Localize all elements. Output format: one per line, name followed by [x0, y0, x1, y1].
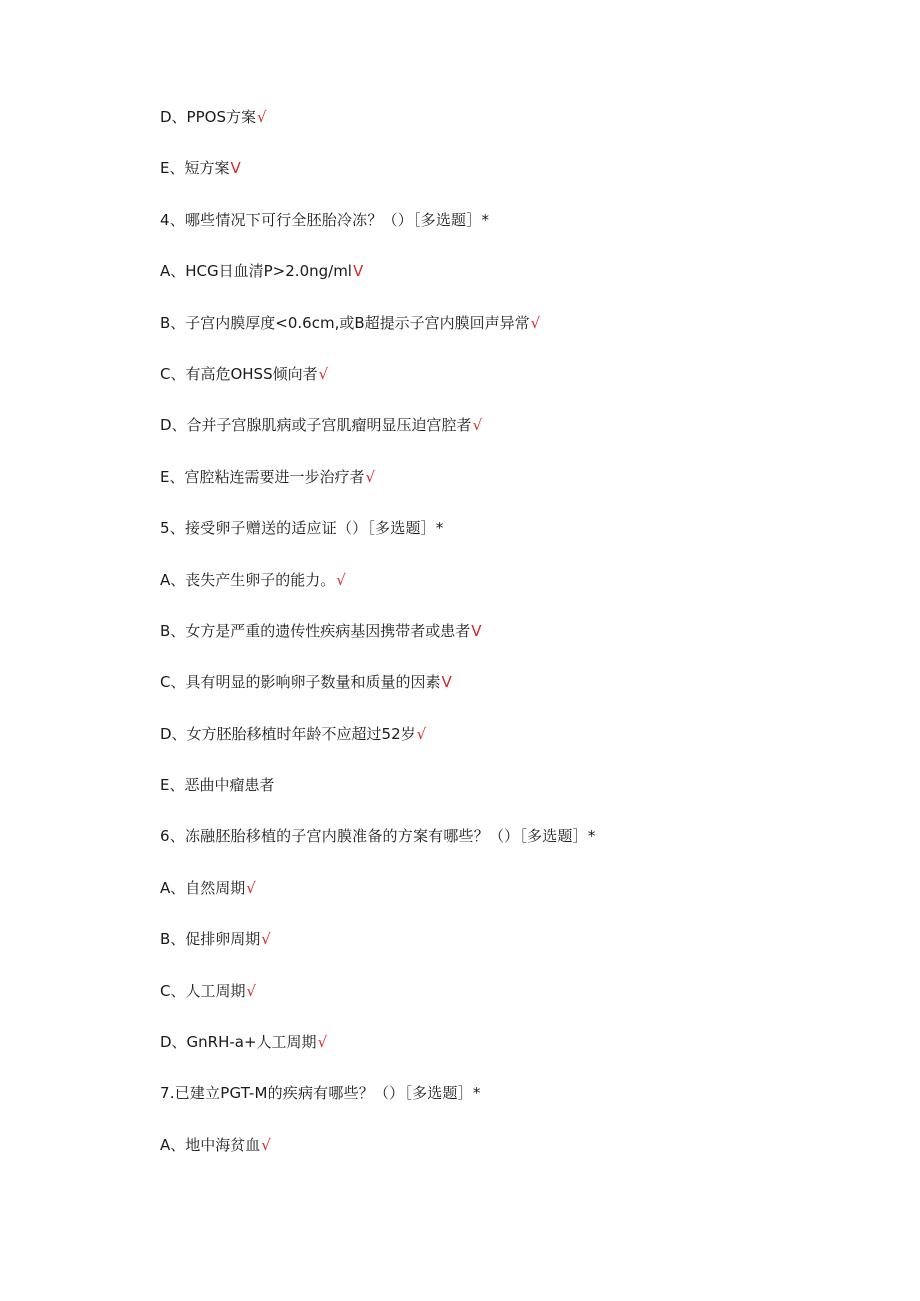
line-text: A、丧失产生卵子的能力。: [160, 570, 336, 589]
option-line: [160, 1132, 860, 1183]
line-text: D、女方胚胎移植时年龄不应超过52岁: [160, 724, 416, 743]
answer-mark: V: [471, 621, 482, 640]
answer-mark: √: [261, 930, 271, 949]
line-text: B、子宫内膜厚度<0.6cm,或B超提示子宫内膜回声异常: [160, 313, 530, 332]
answer-mark: √: [365, 467, 376, 486]
question-text: 6、冻融胚胎移植的子宫内膜准备的方案有哪些？（）［多选题］*: [160, 827, 596, 846]
answer-mark: √: [336, 570, 346, 589]
option-line: [160, 104, 860, 155]
answer-mark: √: [246, 981, 257, 1000]
line-text: A、自然周期: [160, 878, 246, 897]
answer-mark: √: [318, 364, 329, 383]
question-text: 4、哪些情况下可行全胚胎冷冻？（）［多选题］*: [160, 210, 490, 229]
option-line: [160, 464, 860, 515]
answer-mark: √: [256, 108, 267, 126]
question-line: [160, 515, 860, 566]
line-text: A、地中海贫血: [160, 1135, 261, 1154]
line-text: D、合并子宫腺肌病或子宫肌瘤明显压迫宫腔者: [160, 416, 472, 435]
line-text: B、促排卵周期: [160, 930, 261, 949]
line-text: E、宫腔粘连需要进一步治疗者: [160, 467, 365, 486]
option-line: [160, 361, 860, 412]
line-text: A、HCG日血清P>2.0ng/ml: [160, 262, 352, 281]
option-line: [160, 721, 860, 772]
option-line: [160, 875, 860, 926]
question-line: [160, 207, 860, 258]
line-text: C、人工周期: [160, 981, 246, 1000]
option-line: [160, 155, 860, 206]
option-line: [160, 669, 860, 720]
option-line: [160, 978, 860, 1029]
question-line: [160, 823, 860, 874]
option-line: [160, 310, 860, 361]
question-text: 5、接受卵子赠送的适应证（）［多选题］*: [160, 519, 444, 538]
question-list: [160, 104, 860, 1183]
option-line: [160, 618, 860, 669]
line-text: C、有高危OHSS倾向者: [160, 364, 318, 383]
option-line: [160, 258, 860, 309]
answer-mark: V: [441, 673, 452, 692]
answer-mark: √: [261, 1135, 271, 1154]
answer-mark: √: [317, 1033, 328, 1052]
answer-mark: V: [230, 159, 241, 178]
answer-mark: V: [352, 262, 364, 281]
answer-mark: √: [246, 878, 256, 897]
answer-mark: √: [416, 724, 427, 743]
option-line: [160, 567, 860, 618]
option-line: [160, 772, 860, 823]
question-text: 7.已建立PGT-M的疾病有哪些？（）［多选题］*: [160, 1084, 481, 1103]
answer-mark: √: [530, 313, 541, 332]
line-text: D、GnRH-a+人工周期: [160, 1033, 317, 1052]
option-line: [160, 926, 860, 977]
option-line: [160, 412, 860, 463]
line-text: E、恶曲中瘤患者: [160, 776, 275, 795]
line-text: C、具有明显的影响卵子数量和质量的因素: [160, 673, 441, 692]
line-text: E、短方案: [160, 159, 230, 178]
line-text: B、女方是严重的遗传性疾病基因携带者或患者: [160, 621, 471, 640]
option-line: [160, 1029, 860, 1080]
answer-mark: √: [472, 416, 483, 435]
line-text: D、PPOS方案: [160, 108, 256, 126]
question-line: [160, 1080, 860, 1131]
